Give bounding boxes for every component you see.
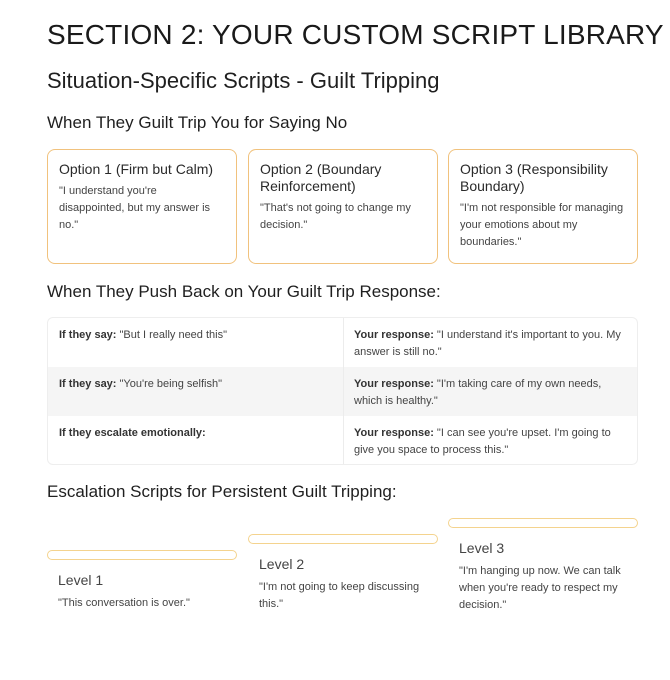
response-text: "I can see you're upset. I'm going to give you space to process this." [354, 427, 611, 456]
response-cell [343, 367, 638, 416]
level-block-1 [58, 572, 238, 612]
option-title: Option 3 (Responsibility Boundary) [460, 161, 608, 194]
trigger-text: "But I really need this" [116, 329, 228, 341]
level-bar-3 [448, 518, 638, 528]
option-body: "I understand you're disappointed, but my answer is no." [59, 185, 211, 231]
level-title: Level 1 [58, 572, 104, 588]
trigger-label: If they say: [59, 329, 117, 341]
subtitle: Situation-Specific Scripts - Guilt Tripping [47, 68, 440, 93]
trigger-cell [48, 367, 343, 416]
level-title: Level 3 [459, 540, 505, 556]
level-body: "This conversation is over." [58, 597, 190, 609]
heading-saying-no: When They Guilt Trip You for Saying No [47, 113, 348, 132]
level-title: Level 2 [259, 556, 305, 572]
trigger-cell [48, 318, 343, 367]
option-card-3 [448, 149, 638, 264]
response-text: "I'm taking care of my own needs, which is healthy." [354, 378, 602, 407]
trigger-label: If they escalate emotionally: [59, 427, 206, 439]
response-label: Your response: [354, 378, 434, 390]
option-title: Option 1 (Firm but Calm) [59, 161, 214, 177]
level-body: "I'm not going to keep discussing this." [259, 581, 420, 610]
response-cell [343, 318, 638, 367]
option-body: "That's not going to change my decision." [260, 202, 411, 231]
option-card-1 [47, 149, 237, 264]
heading-push-back: When They Push Back on Your Guilt Trip Response: [47, 282, 441, 301]
level-bar-1 [47, 550, 237, 560]
response-label: Your response: [354, 427, 434, 439]
level-body: "I'm hanging up now. We can talk when you're ready to respect my decision." [459, 565, 621, 611]
level-block-3 [459, 540, 639, 614]
table-row [48, 367, 638, 416]
trigger-cell [48, 416, 343, 465]
option-body: "I'm not responsible for managing your emotions about my boundaries." [460, 202, 624, 248]
trigger-label: If they say: [59, 378, 117, 390]
table-row [48, 318, 638, 367]
response-label: Your response: [354, 329, 434, 341]
option-card-2 [248, 149, 438, 264]
trigger-text: "You're being selfish" [116, 378, 222, 390]
response-table [47, 317, 638, 465]
level-bar-2 [248, 534, 438, 544]
response-cell [343, 416, 638, 465]
response-text: "I understand it's important to you. My answer is still no." [354, 329, 621, 358]
level-block-2 [259, 556, 439, 613]
option-title: Option 2 (Boundary Reinforcement) [260, 161, 382, 194]
table-row [48, 416, 638, 465]
section-title: SECTION 2: YOUR CUSTOM SCRIPT LIBRARY [47, 19, 664, 50]
heading-escalation: Escalation Scripts for Persistent Guilt Tripping: [47, 482, 397, 501]
